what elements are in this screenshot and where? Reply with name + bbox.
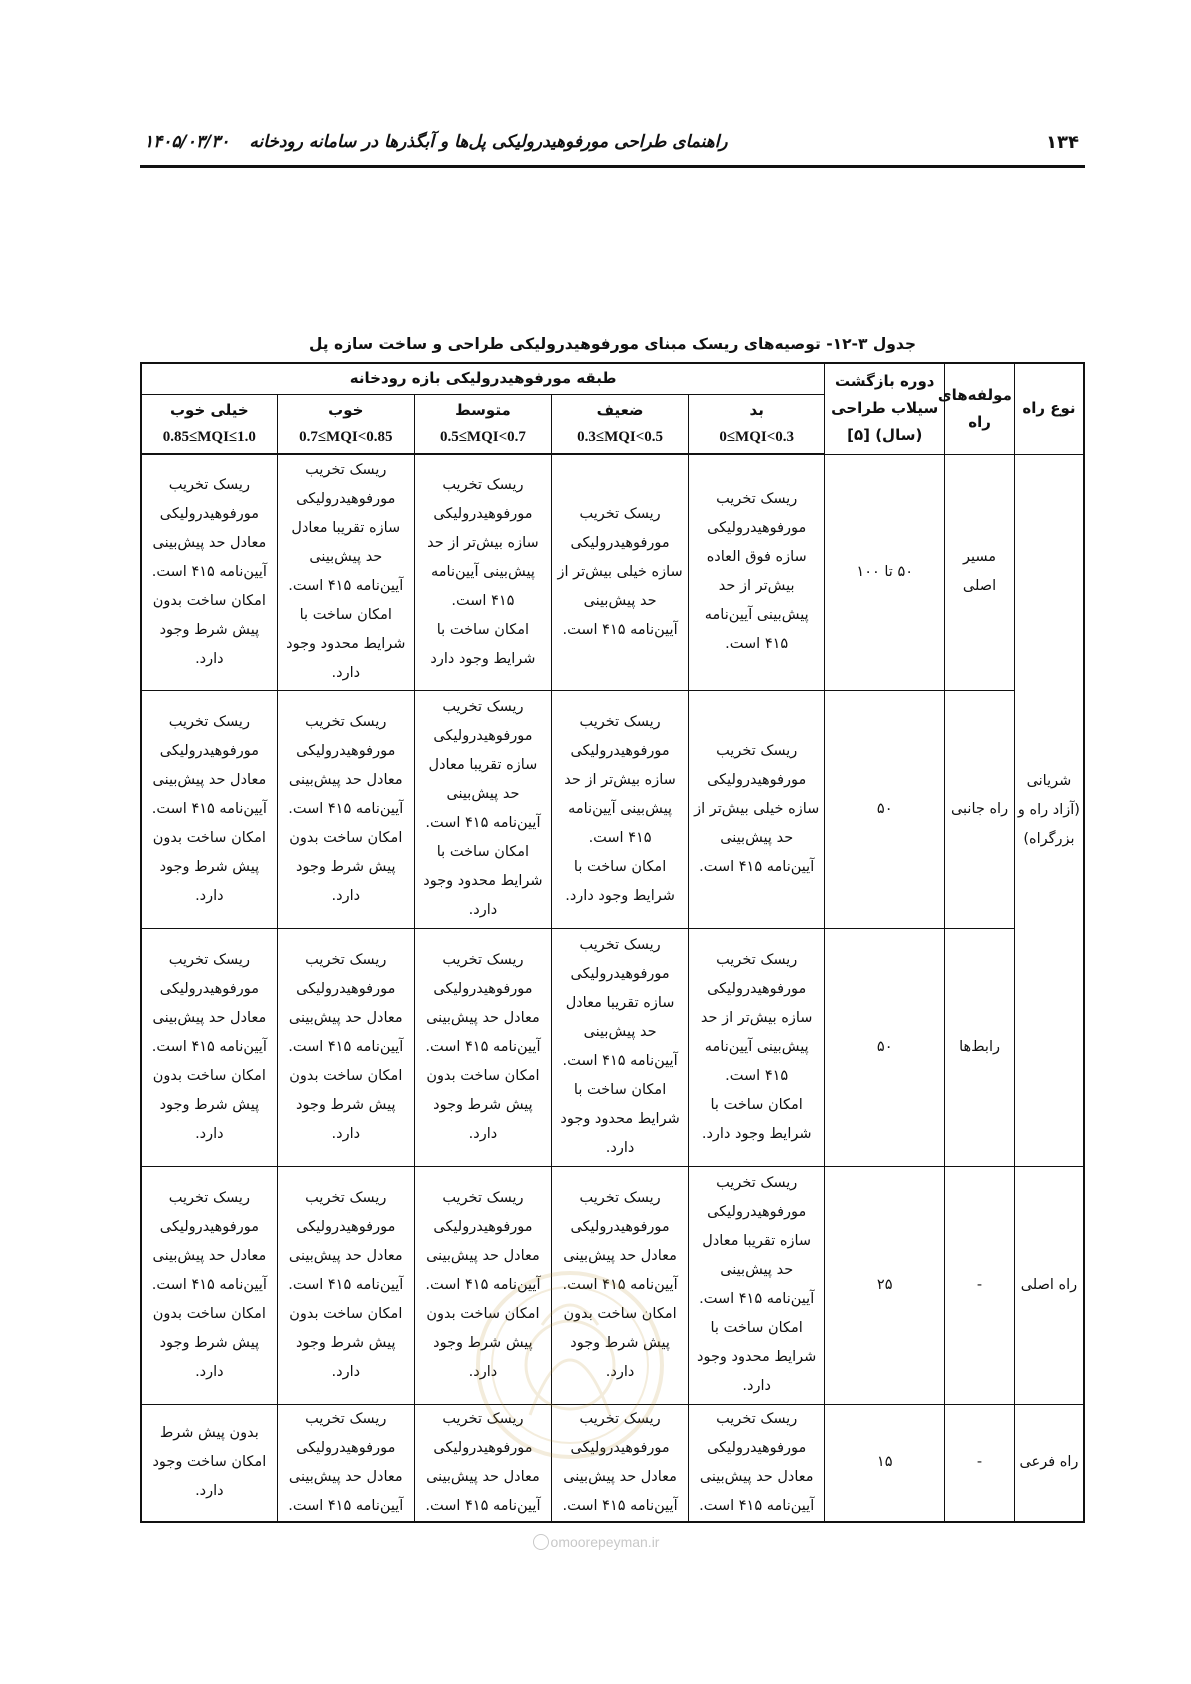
- running-title-text: راهنمای طراحی مورفوهیدرولیکی پل‌ها و آبگذرها در سامانه رودخانه: [249, 132, 728, 152]
- table-row: [141, 1166, 1084, 1404]
- risk-cell: ریسک تخریب مورفوهیدرولیکی سازه تقریبا معادل حد پیش‌بینی آیین‌نامه ۴۱۵ است. امکان ساخت با شرایط محدود وجود دارد.: [414, 690, 551, 928]
- class-range: 0.5≤MQI<0.7: [439, 428, 526, 445]
- table-row: [141, 928, 1084, 1166]
- component-cell: رابط‌ها: [945, 928, 1015, 1166]
- running-title: [144, 132, 728, 152]
- page-header: [140, 128, 1085, 166]
- risk-cell: ریسک تخریب مورفوهیدرولیکی سازه فوق العاده بیش‌تر از حد پیش‌بینی آیین‌نامه ۴۱۵ است.: [689, 454, 825, 690]
- risk-recommendation-table: [140, 362, 1085, 1523]
- component-cell: راه جانبی: [945, 690, 1015, 928]
- risk-cell: ریسک تخریب مورفوهیدرولیکی معادل حد پیش‌بینی آیین‌نامه ۴۱۵ است. امکان ساخت بدون پیش شرط وجود دارد.: [414, 928, 551, 1166]
- class-range: 0≤MQI<0.3: [719, 428, 795, 445]
- risk-cell: ریسک تخریب مورفوهیدرولیکی معادل حد پیش‌بینی آیین‌نامه ۴۱۵ است.: [689, 1404, 825, 1522]
- page-number: ۱۳۴: [1046, 132, 1079, 153]
- class-range: 0.3≤MQI<0.5: [577, 428, 664, 445]
- risk-cell: ریسک تخریب مورفوهیدرولیکی سازه بیش‌تر از حد پیش‌بینی آیین‌نامه ۴۱۵ است. امکان ساخت با شرایط وجود دارد.: [552, 690, 689, 928]
- road-type-cell: راه فرعی: [1014, 1404, 1084, 1522]
- class-name: ضعیف: [596, 400, 644, 419]
- return-period-cell: ۵۰: [825, 690, 945, 928]
- component-cell: -: [945, 1404, 1015, 1522]
- risk-cell: ریسک تخریب مورفوهیدرولیکی سازه تقریبا معادل حد پیش‌بینی آیین‌نامه ۴۱۵ است. امکان ساخت با شرایط محدود وجود دارد.: [689, 1166, 825, 1404]
- risk-cell: ریسک تخریب مورفوهیدرولیکی معادل حد پیش‌بینی آیین‌نامه ۴۱۵ است.: [552, 1404, 689, 1522]
- header-morpho-class: طبقه مورفوهیدرولیکی بازه رودخانه: [141, 363, 825, 394]
- risk-cell: ریسک تخریب مورفوهیدرولیکی معادل حد پیش‌بینی آیین‌نامه ۴۱۵ است. امکان ساخت بدون پیش شرط وجود دارد.: [277, 690, 414, 928]
- table-row: [141, 454, 1084, 690]
- class-name: بد: [749, 400, 764, 419]
- risk-cell: ریسک تخریب مورفوهیدرولیکی سازه تقریبا معادل حد پیش‌بینی آیین‌نامه ۴۱۵ است. امکان ساخت با شرایط محدود وجود دارد.: [277, 454, 414, 690]
- table-row: [141, 1404, 1084, 1522]
- risk-cell: ریسک تخریب مورفوهیدرولیکی سازه بیش‌تر از حد پیش‌بینی آیین‌نامه ۴۱۵ است. امکان ساخت با شرایط وجود دارد: [414, 454, 551, 690]
- class-name: خوب: [328, 400, 364, 419]
- class-name: متوسط: [455, 400, 511, 419]
- table-caption: جدول ۳-۱۲- توصیه‌های ریسک مبنای مورفوهیدرولیکی طراحی و ساخت سازه پل: [308, 335, 917, 353]
- risk-cell: ریسک تخریب مورفوهیدرولیکی معادل حد پیش‌بینی آیین‌نامه ۴۱۵ است. امکان ساخت بدون پیش شرط وجود دارد.: [141, 1166, 277, 1404]
- risk-cell: ریسک تخریب مورفوهیدرولیکی معادل حد پیش‌بینی آیین‌نامه ۴۱۵ است.: [414, 1404, 551, 1522]
- class-range: 0.85≤MQI≤1.0: [162, 428, 256, 445]
- risk-cell: ریسک تخریب مورفوهیدرولیکی سازه خیلی بیش‌تر از حد پیش‌بینی آیین‌نامه ۴۱۵ است.: [689, 690, 825, 928]
- risk-cell: ریسک تخریب مورفوهیدرولیکی معادل حد پیش‌بینی آیین‌نامه ۴۱۵ است. امکان ساخت بدون پیش شرط وجود دارد.: [141, 928, 277, 1166]
- component-cell: -: [945, 1166, 1015, 1404]
- header-class-medium: [414, 394, 551, 454]
- return-period-cell: ۲۵: [825, 1166, 945, 1404]
- return-period-cell: ۵۰: [825, 928, 945, 1166]
- table-row: [141, 690, 1084, 928]
- return-period-cell: ۱۵: [825, 1404, 945, 1522]
- watermark-globe-icon: [533, 1534, 549, 1550]
- header-class-weak: [552, 394, 689, 454]
- header-class-bad: [689, 394, 825, 454]
- risk-cell: ریسک تخریب مورفوهیدرولیکی معادل حد پیش‌بینی آیین‌نامه ۴۱۵ است.: [277, 1404, 414, 1522]
- risk-cell: بدون پیش شرط امکان ساخت وجود دارد.: [141, 1404, 277, 1522]
- risk-cell: ریسک تخریب مورفوهیدرولیکی معادل حد پیش‌بینی آیین‌نامه ۴۱۵ است. امکان ساخت بدون پیش شرط وجود دارد.: [552, 1166, 689, 1404]
- risk-cell: ریسک تخریب مورفوهیدرولیکی معادل حد پیش‌بینی آیین‌نامه ۴۱۵ است. امکان ساخت بدون پیش شرط وجود دارد.: [141, 454, 277, 690]
- risk-cell: ریسک تخریب مورفوهیدرولیکی معادل حد پیش‌بینی آیین‌نامه ۴۱۵ است. امکان ساخت بدون پیش شرط وجود دارد.: [277, 928, 414, 1166]
- risk-cell: ریسک تخریب مورفوهیدرولیکی معادل حد پیش‌بینی آیین‌نامه ۴۱۵ است. امکان ساخت بدون پیش شرط وجود دارد.: [141, 690, 277, 928]
- watermark-url: [496, 1534, 696, 1550]
- risk-cell: ریسک تخریب مورفوهیدرولیکی سازه بیش‌تر از حد پیش‌بینی آیین‌نامه ۴۱۵ است. امکان ساخت با شرایط وجود دارد.: [689, 928, 825, 1166]
- risk-cell: ریسک تخریب مورفوهیدرولیکی معادل حد پیش‌بینی آیین‌نامه ۴۱۵ است. امکان ساخت بدون پیش شرط وجود دارد.: [414, 1166, 551, 1404]
- road-type-cell: راه اصلی: [1014, 1166, 1084, 1404]
- header-class-very-good: [141, 394, 277, 454]
- risk-cell: ریسک تخریب مورفوهیدرولیکی سازه خیلی بیش‌تر از حد پیش‌بینی آیین‌نامه ۴۱۵ است.: [552, 454, 689, 690]
- watermark-url-text: omoorepeyman.ir: [550, 1534, 660, 1550]
- risk-cell: ریسک تخریب مورفوهیدرولیکی معادل حد پیش‌بینی آیین‌نامه ۴۱۵ است. امکان ساخت بدون پیش شرط وجود دارد.: [277, 1166, 414, 1404]
- header-class-good: [277, 394, 414, 454]
- header-rule: [140, 165, 1085, 168]
- class-name: خیلی خوب: [169, 400, 249, 419]
- risk-cell: ریسک تخریب مورفوهیدرولیکی سازه تقریبا معادل حد پیش‌بینی آیین‌نامه ۴۱۵ است. امکان ساخت با شرایط محدود وجود دارد.: [552, 928, 689, 1166]
- header-return-period: دوره بازگشت سیلاب طراحی (سال) [۵]: [825, 363, 945, 454]
- running-title-date: ۱۴۰۵/۰۳/۳۰: [144, 132, 230, 152]
- road-type-cell: شریانی (آزاد راه و بزرگراه): [1014, 454, 1084, 1166]
- class-range: 0.7≤MQI<0.85: [299, 428, 393, 445]
- header-road-type: نوع راه: [1014, 363, 1084, 454]
- header-road-components: مولفه‌های راه: [945, 363, 1015, 454]
- return-period-cell: ۵۰ تا ۱۰۰: [825, 454, 945, 690]
- component-cell: مسیر اصلی: [945, 454, 1015, 690]
